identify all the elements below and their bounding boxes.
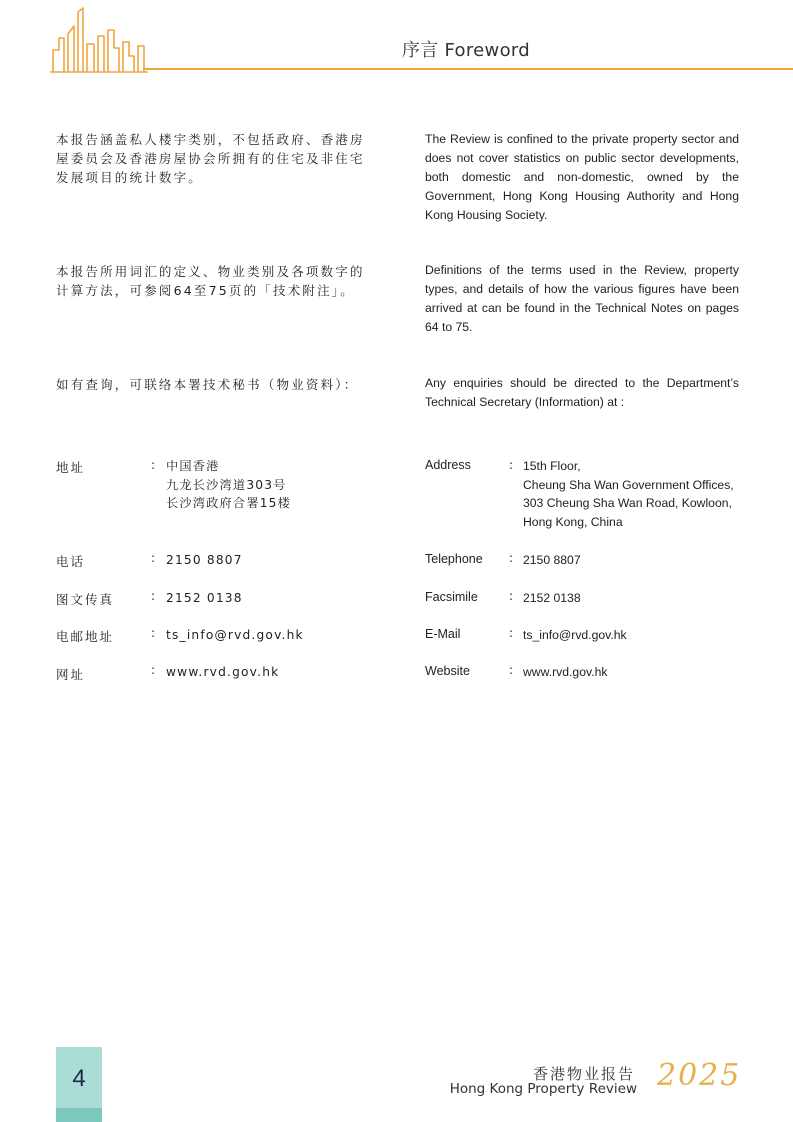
address-line: 303 Cheung Sha Wan Road, Kowloon, bbox=[523, 496, 732, 510]
telephone-label-en: Telephone bbox=[425, 552, 483, 566]
skyline-logo-icon bbox=[50, 6, 150, 74]
footer-year: 2025 bbox=[657, 1058, 742, 1093]
colon: : bbox=[151, 458, 156, 472]
page-title: 序言 Foreword bbox=[401, 40, 530, 61]
email-link-cn[interactable]: ts_info@rvd.gov.hk bbox=[166, 628, 304, 642]
fax-label-cn: 图文传真 bbox=[56, 592, 115, 607]
address-line: 中国香港 bbox=[166, 459, 220, 473]
address-value-cn bbox=[166, 457, 291, 513]
page-number-box-base bbox=[56, 1108, 102, 1122]
footer-title-en: Hong Kong Property Review bbox=[449, 1081, 637, 1097]
colon: : bbox=[151, 626, 156, 640]
telephone-value-cn: 2150 8807 bbox=[166, 553, 243, 567]
address-label-cn: 地址 bbox=[56, 460, 86, 475]
colon: : bbox=[509, 589, 514, 603]
page-number: 4 bbox=[72, 1065, 86, 1092]
address-line: Cheung Sha Wan Government Offices, bbox=[523, 477, 734, 492]
telephone-label-cn: 电话 bbox=[56, 554, 86, 569]
website-link-en[interactable]: www.rvd.gov.hk bbox=[523, 665, 608, 679]
website-label-cn: 网址 bbox=[56, 667, 86, 682]
page-number-box bbox=[56, 1047, 102, 1122]
intro-paragraph-1-en: The Review is confined to the private property sector and does not cover statistics on public sector developments, both domestic and non-domestic, owned by the Government, Hong Kong Housing Authority and Hong Kong Housing Society. bbox=[425, 132, 739, 222]
intro-paragraph-3-cn: 如有查询，可联络本署技术秘书（物业资料）： bbox=[56, 377, 359, 392]
colon: : bbox=[151, 589, 156, 603]
address-label-en: Address bbox=[425, 458, 471, 472]
email-link-en[interactable]: ts_info@rvd.gov.hk bbox=[523, 628, 627, 642]
colon: : bbox=[509, 458, 514, 472]
website-link-cn[interactable]: www.rvd.gov.hk bbox=[166, 665, 280, 679]
email-label-en: E-Mail bbox=[425, 627, 461, 641]
telephone-value-en: 2150 8807 bbox=[523, 553, 581, 567]
address-line: 15th Floor, bbox=[523, 459, 581, 473]
intro-paragraph-3-en: Any enquiries should be directed to the Department’s Technical Secretary (Information) at : bbox=[425, 376, 739, 409]
address-line: 九龙长沙湾道303号 bbox=[166, 477, 287, 492]
colon: : bbox=[151, 551, 156, 565]
fax-label-en: Facsimile bbox=[425, 590, 478, 604]
address-line: 长沙湾政府合署15楼 bbox=[166, 496, 292, 510]
colon: : bbox=[509, 626, 514, 640]
intro-paragraph-2-cn: 本报告所用词汇的定义、物业类别及各项数字的计算方法，可参阅64至75页的「技术附注」。 bbox=[56, 264, 365, 298]
colon: : bbox=[509, 663, 514, 677]
email-label-cn: 电邮地址 bbox=[56, 629, 115, 644]
fax-value-cn: 2152 0138 bbox=[166, 591, 243, 605]
fax-value-en: 2152 0138 bbox=[523, 591, 581, 605]
footer-title-cn: 香港物业报告 bbox=[532, 1065, 635, 1083]
header-divider bbox=[143, 68, 793, 70]
website-label-en: Website bbox=[425, 664, 470, 678]
intro-paragraph-2-en: Definitions of the terms used in the Review, property types, and details of how the various figures have been arrived at can be found in the Technical Notes on pages 64 to 75. bbox=[425, 263, 739, 334]
intro-paragraph-1-cn: 本报告涵盖私人楼宇类别，不包括政府、香港房屋委员会及香港房屋协会所拥有的住宅及非住宅发展项目的统计数字。 bbox=[56, 132, 365, 185]
address-value-en bbox=[523, 457, 734, 531]
address-line: Hong Kong, China bbox=[523, 514, 623, 529]
colon: : bbox=[509, 551, 514, 565]
colon: : bbox=[151, 663, 156, 677]
